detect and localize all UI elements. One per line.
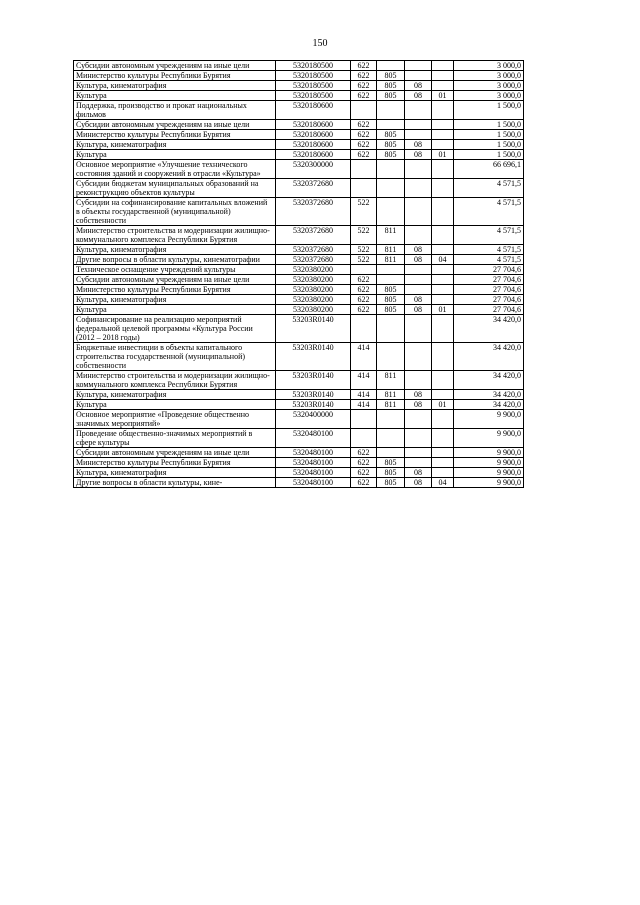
- row-section-cell: [405, 458, 432, 468]
- row-expense-type-cell: [351, 265, 377, 275]
- row-expense-type-cell: 622: [351, 305, 377, 315]
- row-amount-cell: 34 420,0: [454, 390, 524, 400]
- table-row: [74, 400, 524, 410]
- table-row: [74, 448, 524, 458]
- table-row: [74, 265, 524, 275]
- row-expense-type-cell: 622: [351, 295, 377, 305]
- row-target-article-cell: 5320480100: [276, 458, 351, 468]
- row-name-cell: Министерство строительства и модернизации жилищно-коммунального комплекса Республики Бурятия: [74, 226, 276, 245]
- row-target-article-cell: 5320372680: [276, 226, 351, 245]
- table-row: [74, 198, 524, 226]
- table-row: [74, 120, 524, 130]
- row-name-cell: Культура, кинематография: [74, 468, 276, 478]
- table-row: [74, 371, 524, 390]
- row-subsection-cell: [432, 275, 454, 285]
- row-target-article-cell: 53203R0140: [276, 315, 351, 343]
- row-section-cell: [405, 315, 432, 343]
- row-target-article-cell: 53203R0140: [276, 343, 351, 371]
- row-subsection-cell: 01: [432, 305, 454, 315]
- row-amount-cell: 4 571,5: [454, 198, 524, 226]
- table-row: [74, 478, 524, 488]
- row-name-cell: Основное мероприятие «Проведение общественно значимых мероприятий»: [74, 410, 276, 429]
- table-row: [74, 226, 524, 245]
- row-amount-cell: 9 900,0: [454, 478, 524, 488]
- row-name-cell: Культура, кинематография: [74, 245, 276, 255]
- row-subsection-cell: [432, 343, 454, 371]
- row-budget-manager-cell: 805: [377, 458, 405, 468]
- table-row: [74, 245, 524, 255]
- row-amount-cell: 3 000,0: [454, 91, 524, 101]
- row-section-cell: [405, 130, 432, 140]
- row-name-cell: Субсидии автономным учреждениям на иные цели: [74, 61, 276, 71]
- row-target-article-cell: 5320180600: [276, 130, 351, 140]
- row-budget-manager-cell: [377, 429, 405, 448]
- row-budget-manager-cell: 811: [377, 245, 405, 255]
- row-name-cell: Другие вопросы в области культуры, кинематографии: [74, 255, 276, 265]
- row-target-article-cell: 5320400000: [276, 410, 351, 429]
- row-name-cell: Субсидии на софинансирование капитальных вложений в объекты государственной (муниципальной) собственности: [74, 198, 276, 226]
- row-target-article-cell: 5320480100: [276, 468, 351, 478]
- row-amount-cell: 9 900,0: [454, 468, 524, 478]
- table-row: [74, 160, 524, 179]
- row-target-article-cell: 5320180600: [276, 101, 351, 120]
- row-subsection-cell: [432, 265, 454, 275]
- row-expense-type-cell: 622: [351, 71, 377, 81]
- row-expense-type-cell: 622: [351, 275, 377, 285]
- row-expense-type-cell: [351, 101, 377, 120]
- row-name-cell: Министерство культуры Республики Бурятия: [74, 458, 276, 468]
- row-budget-manager-cell: 811: [377, 371, 405, 390]
- row-section-cell: [405, 179, 432, 198]
- row-name-cell: Бюджетные инвестиции в объекты капитального строительства государственной (муниципальной) собственности: [74, 343, 276, 371]
- row-name-cell: Поддержка, производство и прокат национальных фильмов: [74, 101, 276, 120]
- row-expense-type-cell: 622: [351, 61, 377, 71]
- table-row: [74, 101, 524, 120]
- budget-table: [73, 60, 524, 488]
- table-row: [74, 71, 524, 81]
- row-name-cell: Другие вопросы в области культуры, кине-: [74, 478, 276, 488]
- row-amount-cell: 9 900,0: [454, 429, 524, 448]
- row-budget-manager-cell: 805: [377, 81, 405, 91]
- row-subsection-cell: 01: [432, 150, 454, 160]
- row-section-cell: 08: [405, 468, 432, 478]
- table-row: [74, 429, 524, 448]
- row-expense-type-cell: 522: [351, 255, 377, 265]
- row-name-cell: Министерство строительства и модернизации жилищно-коммунального комплекса Республики Бурятия: [74, 371, 276, 390]
- row-expense-type-cell: 414: [351, 343, 377, 371]
- row-name-cell: Софинансирование на реализацию мероприятий федеральной целевой программы «Культура России (2012 – 2018 годы): [74, 315, 276, 343]
- row-amount-cell: 1 500,0: [454, 101, 524, 120]
- row-budget-manager-cell: 805: [377, 91, 405, 101]
- row-target-article-cell: 5320380200: [276, 265, 351, 275]
- row-target-article-cell: 5320180500: [276, 81, 351, 91]
- row-name-cell: Субсидии бюджетам муниципальных образований на реконструкцию объектов культуры: [74, 179, 276, 198]
- row-name-cell: Основное мероприятие «Улучшение технического состояния зданий и сооружений в отрасли «Культура»: [74, 160, 276, 179]
- row-expense-type-cell: 414: [351, 390, 377, 400]
- row-expense-type-cell: 622: [351, 81, 377, 91]
- row-budget-manager-cell: [377, 448, 405, 458]
- row-expense-type-cell: 622: [351, 130, 377, 140]
- row-section-cell: 08: [405, 140, 432, 150]
- row-expense-type-cell: 622: [351, 285, 377, 295]
- row-target-article-cell: 5320480100: [276, 429, 351, 448]
- row-section-cell: [405, 61, 432, 71]
- row-target-article-cell: 5320380200: [276, 305, 351, 315]
- row-target-article-cell: 5320372680: [276, 179, 351, 198]
- table-row: [74, 255, 524, 265]
- row-target-article-cell: 5320380200: [276, 295, 351, 305]
- row-name-cell: Субсидии автономным учреждениям на иные цели: [74, 275, 276, 285]
- row-amount-cell: 3 000,0: [454, 81, 524, 91]
- row-budget-manager-cell: 805: [377, 468, 405, 478]
- row-amount-cell: 1 500,0: [454, 120, 524, 130]
- row-budget-manager-cell: 805: [377, 295, 405, 305]
- row-subsection-cell: [432, 81, 454, 91]
- row-section-cell: [405, 71, 432, 81]
- row-section-cell: [405, 160, 432, 179]
- row-subsection-cell: [432, 458, 454, 468]
- row-name-cell: Культура: [74, 91, 276, 101]
- row-subsection-cell: 04: [432, 478, 454, 488]
- row-section-cell: [405, 120, 432, 130]
- row-subsection-cell: [432, 140, 454, 150]
- row-amount-cell: 1 500,0: [454, 140, 524, 150]
- row-amount-cell: 34 420,0: [454, 400, 524, 410]
- row-section-cell: [405, 371, 432, 390]
- row-subsection-cell: [432, 245, 454, 255]
- row-name-cell: Культура, кинематография: [74, 140, 276, 150]
- row-subsection-cell: [432, 371, 454, 390]
- row-section-cell: [405, 101, 432, 120]
- row-expense-type-cell: 622: [351, 150, 377, 160]
- row-budget-manager-cell: 805: [377, 285, 405, 295]
- row-section-cell: 08: [405, 400, 432, 410]
- row-budget-manager-cell: [377, 410, 405, 429]
- row-budget-manager-cell: [377, 120, 405, 130]
- row-target-article-cell: 5320180500: [276, 71, 351, 81]
- row-section-cell: [405, 226, 432, 245]
- row-amount-cell: 27 704,6: [454, 285, 524, 295]
- row-subsection-cell: [432, 61, 454, 71]
- row-expense-type-cell: 522: [351, 226, 377, 245]
- row-amount-cell: 1 500,0: [454, 150, 524, 160]
- table-row: [74, 305, 524, 315]
- row-amount-cell: 4 571,5: [454, 245, 524, 255]
- row-amount-cell: 1 500,0: [454, 130, 524, 140]
- row-subsection-cell: [432, 130, 454, 140]
- row-target-article-cell: 5320300000: [276, 160, 351, 179]
- row-expense-type-cell: [351, 160, 377, 179]
- row-target-article-cell: 5320180600: [276, 140, 351, 150]
- row-budget-manager-cell: [377, 101, 405, 120]
- table-row: [74, 315, 524, 343]
- row-budget-manager-cell: [377, 265, 405, 275]
- row-subsection-cell: [432, 468, 454, 478]
- budget-table-body: [74, 61, 524, 488]
- row-expense-type-cell: [351, 410, 377, 429]
- row-name-cell: Проведение общественно-значимых мероприятий в сфере культуры: [74, 429, 276, 448]
- row-section-cell: 08: [405, 91, 432, 101]
- row-expense-type-cell: [351, 315, 377, 343]
- row-budget-manager-cell: [377, 160, 405, 179]
- row-section-cell: 08: [405, 390, 432, 400]
- table-row: [74, 81, 524, 91]
- row-amount-cell: 4 571,5: [454, 255, 524, 265]
- row-budget-manager-cell: 805: [377, 478, 405, 488]
- row-section-cell: [405, 198, 432, 226]
- row-name-cell: Министерство культуры Республики Бурятия: [74, 71, 276, 81]
- row-expense-type-cell: [351, 179, 377, 198]
- row-section-cell: 08: [405, 81, 432, 91]
- row-section-cell: [405, 275, 432, 285]
- row-subsection-cell: [432, 120, 454, 130]
- row-subsection-cell: [432, 179, 454, 198]
- row-section-cell: [405, 429, 432, 448]
- row-target-article-cell: 5320180600: [276, 120, 351, 130]
- row-name-cell: Субсидии автономным учреждениям на иные цели: [74, 120, 276, 130]
- row-subsection-cell: [432, 315, 454, 343]
- table-row: [74, 285, 524, 295]
- row-budget-manager-cell: 805: [377, 150, 405, 160]
- row-amount-cell: 34 420,0: [454, 315, 524, 343]
- row-section-cell: 08: [405, 255, 432, 265]
- row-section-cell: [405, 343, 432, 371]
- row-subsection-cell: [432, 71, 454, 81]
- page-number: 150: [312, 38, 328, 49]
- row-target-article-cell: 53203R0140: [276, 400, 351, 410]
- table-row: [74, 140, 524, 150]
- table-row: [74, 390, 524, 400]
- row-expense-type-cell: 522: [351, 245, 377, 255]
- row-budget-manager-cell: 805: [377, 130, 405, 140]
- table-row: [74, 458, 524, 468]
- row-amount-cell: 4 571,5: [454, 179, 524, 198]
- row-section-cell: [405, 285, 432, 295]
- row-target-article-cell: 53203R0140: [276, 390, 351, 400]
- row-target-article-cell: 5320372680: [276, 245, 351, 255]
- row-budget-manager-cell: 805: [377, 140, 405, 150]
- row-amount-cell: 27 704,6: [454, 305, 524, 315]
- row-target-article-cell: 5320380200: [276, 285, 351, 295]
- row-expense-type-cell: 522: [351, 198, 377, 226]
- row-expense-type-cell: [351, 429, 377, 448]
- table-row: [74, 343, 524, 371]
- row-section-cell: [405, 448, 432, 458]
- row-expense-type-cell: 622: [351, 478, 377, 488]
- row-subsection-cell: [432, 285, 454, 295]
- table-row: [74, 179, 524, 198]
- row-name-cell: Министерство культуры Республики Бурятия: [74, 285, 276, 295]
- row-subsection-cell: [432, 295, 454, 305]
- row-section-cell: 08: [405, 245, 432, 255]
- row-subsection-cell: [432, 226, 454, 245]
- row-name-cell: Культура, кинематография: [74, 295, 276, 305]
- row-section-cell: 08: [405, 305, 432, 315]
- row-target-article-cell: 5320180500: [276, 91, 351, 101]
- row-subsection-cell: [432, 160, 454, 179]
- row-name-cell: Техническое оснащение учреждений культуры: [74, 265, 276, 275]
- row-budget-manager-cell: 811: [377, 400, 405, 410]
- row-amount-cell: 9 900,0: [454, 448, 524, 458]
- row-subsection-cell: 01: [432, 91, 454, 101]
- row-section-cell: 08: [405, 478, 432, 488]
- row-name-cell: Культура, кинематография: [74, 81, 276, 91]
- row-target-article-cell: 5320180600: [276, 150, 351, 160]
- row-subsection-cell: [432, 429, 454, 448]
- row-target-article-cell: 5320372680: [276, 198, 351, 226]
- row-expense-type-cell: 622: [351, 91, 377, 101]
- row-expense-type-cell: 414: [351, 400, 377, 410]
- row-subsection-cell: 01: [432, 400, 454, 410]
- row-expense-type-cell: 622: [351, 458, 377, 468]
- row-name-cell: Культура: [74, 400, 276, 410]
- row-subsection-cell: 04: [432, 255, 454, 265]
- row-amount-cell: 27 704,6: [454, 295, 524, 305]
- table-row: [74, 468, 524, 478]
- row-target-article-cell: 5320480100: [276, 478, 351, 488]
- row-amount-cell: 34 420,0: [454, 371, 524, 390]
- row-target-article-cell: 5320180500: [276, 61, 351, 71]
- row-budget-manager-cell: [377, 275, 405, 285]
- table-row: [74, 91, 524, 101]
- row-name-cell: Культура: [74, 305, 276, 315]
- row-budget-manager-cell: 811: [377, 255, 405, 265]
- row-budget-manager-cell: 811: [377, 390, 405, 400]
- row-budget-manager-cell: [377, 198, 405, 226]
- row-section-cell: [405, 265, 432, 275]
- row-budget-manager-cell: [377, 179, 405, 198]
- row-name-cell: Культура, кинематография: [74, 390, 276, 400]
- row-expense-type-cell: 622: [351, 120, 377, 130]
- row-amount-cell: 27 704,6: [454, 275, 524, 285]
- row-amount-cell: 27 704,6: [454, 265, 524, 275]
- row-name-cell: Министерство культуры Республики Бурятия: [74, 130, 276, 140]
- row-subsection-cell: [432, 410, 454, 429]
- row-subsection-cell: [432, 448, 454, 458]
- row-subsection-cell: [432, 390, 454, 400]
- table-row: [74, 150, 524, 160]
- row-target-article-cell: 5320480100: [276, 448, 351, 458]
- row-expense-type-cell: 622: [351, 468, 377, 478]
- row-budget-manager-cell: 805: [377, 71, 405, 81]
- row-name-cell: Культура: [74, 150, 276, 160]
- row-budget-manager-cell: [377, 61, 405, 71]
- table-row: [74, 410, 524, 429]
- row-section-cell: 08: [405, 295, 432, 305]
- table-row: [74, 295, 524, 305]
- row-budget-manager-cell: [377, 343, 405, 371]
- row-amount-cell: 4 571,5: [454, 226, 524, 245]
- row-amount-cell: 66 696,1: [454, 160, 524, 179]
- row-amount-cell: 34 420,0: [454, 343, 524, 371]
- row-expense-type-cell: 414: [351, 371, 377, 390]
- row-target-article-cell: 5320372680: [276, 255, 351, 265]
- row-name-cell: Субсидии автономным учреждениям на иные цели: [74, 448, 276, 458]
- row-amount-cell: 3 000,0: [454, 61, 524, 71]
- row-section-cell: 08: [405, 150, 432, 160]
- row-amount-cell: 9 900,0: [454, 410, 524, 429]
- row-target-article-cell: 5320380200: [276, 275, 351, 285]
- row-budget-manager-cell: [377, 315, 405, 343]
- row-subsection-cell: [432, 101, 454, 120]
- table-row: [74, 61, 524, 71]
- row-expense-type-cell: 622: [351, 140, 377, 150]
- row-budget-manager-cell: 805: [377, 305, 405, 315]
- row-expense-type-cell: 622: [351, 448, 377, 458]
- row-target-article-cell: 53203R0140: [276, 371, 351, 390]
- row-subsection-cell: [432, 198, 454, 226]
- row-amount-cell: 3 000,0: [454, 71, 524, 81]
- table-row: [74, 275, 524, 285]
- row-budget-manager-cell: 811: [377, 226, 405, 245]
- row-section-cell: [405, 410, 432, 429]
- row-amount-cell: 9 900,0: [454, 458, 524, 468]
- table-row: [74, 130, 524, 140]
